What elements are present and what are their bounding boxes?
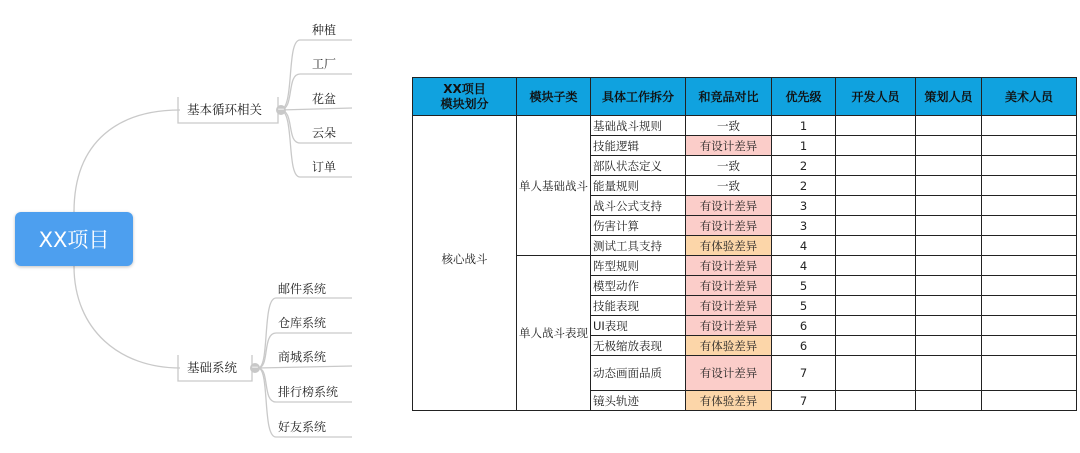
compare-cell[interactable]: 有设计差异 — [686, 296, 772, 316]
mindmap-root-node[interactable]: XX项目 — [15, 212, 133, 266]
priority-cell[interactable]: 6 — [772, 316, 836, 336]
compare-cell[interactable]: 有设计差异 — [686, 136, 772, 156]
planner-cell[interactable] — [916, 216, 982, 236]
developer-cell[interactable] — [836, 256, 916, 276]
header-module: XX项目 模块划分 — [413, 78, 517, 116]
developer-cell[interactable] — [836, 296, 916, 316]
developer-cell[interactable] — [836, 156, 916, 176]
priority-cell[interactable]: 6 — [772, 336, 836, 356]
leaf-node[interactable]: 订单 — [312, 160, 337, 174]
module-cell[interactable]: 核心战斗 — [413, 116, 517, 411]
branch-basic-systems[interactable]: 基础系统 — [187, 360, 238, 375]
planner-cell[interactable] — [916, 236, 982, 256]
compare-cell[interactable]: 有设计差异 — [686, 196, 772, 216]
planner-cell[interactable] — [916, 256, 982, 276]
leaf-node[interactable]: 排行榜系统 — [278, 385, 339, 399]
compare-cell[interactable]: 一致 — [686, 116, 772, 136]
task-cell[interactable]: 战斗公式支持 — [591, 196, 686, 216]
artist-cell[interactable] — [982, 356, 1077, 391]
artist-cell[interactable] — [982, 196, 1077, 216]
compare-cell[interactable]: 一致 — [686, 156, 772, 176]
compare-cell[interactable]: 有体验差异 — [686, 336, 772, 356]
mind-map — [0, 0, 400, 453]
subclass-cell[interactable]: 单人基础战斗 — [517, 116, 591, 256]
collapse-icon[interactable]: − — [277, 105, 285, 115]
compare-cell[interactable]: 有设计差异 — [686, 216, 772, 236]
task-cell[interactable]: 模型动作 — [591, 276, 686, 296]
task-cell[interactable]: 基础战斗规则 — [591, 116, 686, 136]
leaf-node[interactable]: 花盆 — [312, 92, 337, 106]
leaf-node[interactable]: 仓库系统 — [278, 316, 327, 330]
header-planner: 策划人员 — [916, 78, 982, 116]
leaf-node[interactable]: 工厂 — [312, 57, 337, 71]
artist-cell[interactable] — [982, 176, 1077, 196]
task-cell[interactable]: 伤害计算 — [591, 216, 686, 236]
compare-cell[interactable]: 有设计差异 — [686, 256, 772, 276]
task-cell[interactable]: 技能逻辑 — [591, 136, 686, 156]
planner-cell[interactable] — [916, 356, 982, 391]
artist-cell[interactable] — [982, 256, 1077, 276]
priority-cell[interactable]: 4 — [772, 236, 836, 256]
compare-cell[interactable]: 一致 — [686, 176, 772, 196]
priority-cell[interactable]: 2 — [772, 176, 836, 196]
compare-cell[interactable]: 有设计差异 — [686, 356, 772, 391]
developer-cell[interactable] — [836, 356, 916, 391]
task-cell[interactable]: 无极缩放表现 — [591, 336, 686, 356]
header-compare: 和竞品对比 — [686, 78, 772, 116]
collapse-icon[interactable]: − — [251, 363, 259, 373]
developer-cell[interactable] — [836, 216, 916, 236]
planner-cell[interactable] — [916, 336, 982, 356]
task-breakdown-table — [412, 77, 1077, 411]
task-cell[interactable]: 镜头轨迹 — [591, 391, 686, 411]
artist-cell[interactable] — [982, 336, 1077, 356]
priority-cell[interactable]: 4 — [772, 256, 836, 276]
header-subclass: 模块子类 — [517, 78, 591, 116]
leaf-node[interactable]: 好友系统 — [278, 420, 327, 434]
planner-cell[interactable] — [916, 156, 982, 176]
leaf-node[interactable]: 云朵 — [312, 126, 337, 140]
developer-cell[interactable] — [836, 116, 916, 136]
artist-cell[interactable] — [982, 276, 1077, 296]
header-developer: 开发人员 — [836, 78, 916, 116]
planner-cell[interactable] — [916, 296, 982, 316]
priority-cell[interactable]: 7 — [772, 356, 836, 391]
priority-cell[interactable]: 1 — [772, 136, 836, 156]
task-cell[interactable]: 测试工具支持 — [591, 236, 686, 256]
planner-cell[interactable] — [916, 276, 982, 296]
subclass-cell[interactable]: 单人战斗表现 — [517, 256, 591, 411]
compare-cell[interactable]: 有设计差异 — [686, 316, 772, 336]
task-cell[interactable]: 部队状态定义 — [591, 156, 686, 176]
artist-cell[interactable] — [982, 316, 1077, 336]
header-priority: 优先级 — [772, 78, 836, 116]
developer-cell[interactable] — [836, 391, 916, 411]
artist-cell[interactable] — [982, 296, 1077, 316]
artist-cell[interactable] — [982, 216, 1077, 236]
task-cell[interactable]: 技能表现 — [591, 296, 686, 316]
priority-cell[interactable]: 7 — [772, 391, 836, 411]
planner-cell[interactable] — [916, 176, 982, 196]
artist-cell[interactable] — [982, 116, 1077, 136]
leaf-node[interactable]: 邮件系统 — [278, 282, 327, 296]
compare-cell[interactable]: 有体验差异 — [686, 391, 772, 411]
header-task: 具体工作拆分 — [591, 78, 686, 116]
priority-cell[interactable]: 2 — [772, 156, 836, 176]
task-cell[interactable]: 能量规则 — [591, 176, 686, 196]
artist-cell[interactable] — [982, 236, 1077, 256]
developer-cell[interactable] — [836, 316, 916, 336]
branch-basic-loop[interactable]: 基本循环相关 — [187, 102, 263, 117]
priority-cell[interactable]: 1 — [772, 116, 836, 136]
task-cell[interactable]: 阵型规则 — [591, 256, 686, 276]
priority-cell[interactable]: 3 — [772, 196, 836, 216]
task-cell[interactable]: 动态画面品质 — [591, 356, 686, 391]
artist-cell[interactable] — [982, 391, 1077, 411]
header-artist: 美术人员 — [982, 78, 1077, 116]
leaf-node[interactable]: 种植 — [312, 23, 337, 37]
developer-cell[interactable] — [836, 136, 916, 156]
planner-cell[interactable] — [916, 391, 982, 411]
compare-cell[interactable]: 有体验差异 — [686, 236, 772, 256]
artist-cell[interactable] — [982, 136, 1077, 156]
table-header-row — [413, 78, 1077, 116]
priority-cell[interactable]: 3 — [772, 216, 836, 236]
planner-cell[interactable] — [916, 116, 982, 136]
planner-cell[interactable] — [916, 316, 982, 336]
leaf-node[interactable]: 商城系统 — [278, 350, 327, 364]
task-cell[interactable]: UI表现 — [591, 316, 686, 336]
priority-cell[interactable]: 5 — [772, 296, 836, 316]
developer-cell[interactable] — [836, 176, 916, 196]
table-row[interactable] — [413, 116, 1077, 136]
artist-cell[interactable] — [982, 156, 1077, 176]
table-body — [413, 116, 1077, 411]
developer-cell[interactable] — [836, 276, 916, 296]
developer-cell[interactable] — [836, 236, 916, 256]
priority-cell[interactable]: 5 — [772, 276, 836, 296]
developer-cell[interactable] — [836, 336, 916, 356]
compare-cell[interactable]: 有设计差异 — [686, 276, 772, 296]
planner-cell[interactable] — [916, 136, 982, 156]
developer-cell[interactable] — [836, 196, 916, 216]
planner-cell[interactable] — [916, 196, 982, 216]
